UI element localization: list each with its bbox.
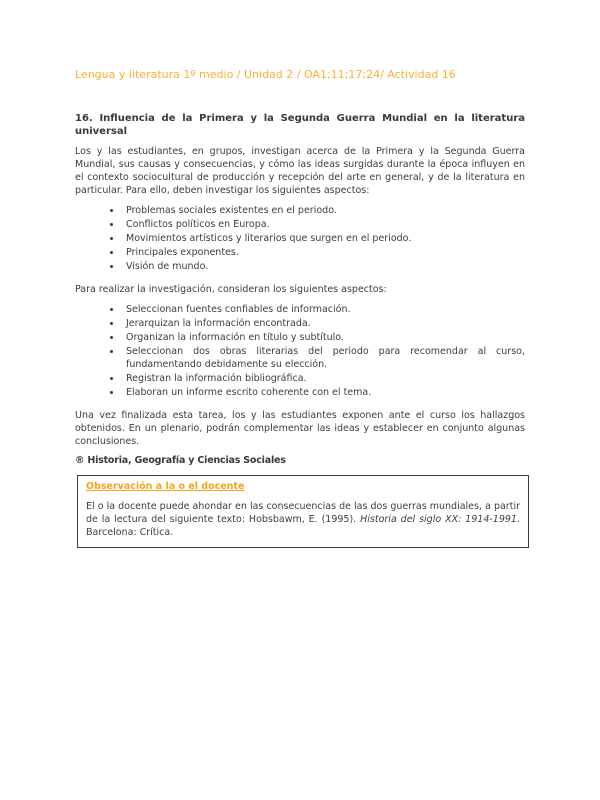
note-text-before: El o la docente puede ahondar en las consecuencias de las dos guerras mundiales, a partir de la lectura del siguiente texto: Hobsbawm, E. (1995).	[86, 501, 520, 525]
list-item: • Organizan la información en título y subtítulo.	[122, 331, 525, 344]
list-item: • Seleccionan fuentes confiables de información.	[122, 303, 525, 316]
teacher-note-body	[86, 500, 520, 539]
list-item: • Elaboran un informe escrito coherente con el tema.	[122, 386, 525, 399]
note-text-after: . Barcelona: Crítica.	[86, 514, 520, 538]
list-item: • Conflictos políticos en Europa.	[122, 218, 525, 231]
breadcrumb: Lengua y literatura 1º medio / Unidad 2 / OA1;11;17;24/ Actividad 16	[75, 68, 456, 81]
list-item: • Movimientos artísticos y literarios que surgen en el periodo.	[122, 232, 525, 245]
teacher-note-header: Observación a la o el docente	[86, 481, 245, 492]
list-item: • Principales exponentes.	[122, 246, 525, 259]
list-item: • Registran la información bibliográfica.	[122, 372, 525, 385]
list-item: • Visión de mundo.	[122, 260, 525, 273]
related-subject-label: Historia, Geografía y Ciencias Sociales	[87, 455, 286, 466]
related-subject-line	[75, 455, 525, 466]
research-intro-paragraph: Para realizar la investigación, consideran los siguientes aspectos:	[75, 284, 387, 295]
registered-icon: ®	[75, 455, 85, 466]
list-item: • Jerarquizan la información encontrada.	[122, 317, 525, 330]
teacher-note-box	[77, 475, 529, 548]
intro-paragraph: Los y las estudiantes, en grupos, investigan acerca de la Primera y la Segunda Guerra Mundial, sus causas y consecuencias, y cómo las ideas surgidas durante la época influyen en el contexto sociocultural de producción y recepción del arte en general, y de la literatura en particular. Para ello, deben investigar los siguientes aspectos:	[75, 146, 525, 196]
list-item: • Seleccionan dos obras literarias del periodo para recomendar al curso, fundamentando debidamente su elección.	[122, 345, 525, 371]
list-item: • Problemas sociales existentes en el periodo.	[122, 204, 525, 217]
note-text-book-title: Historia del siglo XX: 1914-1991	[360, 514, 517, 525]
research-list	[75, 303, 525, 399]
activity-title: 16. Influencia de la Primera y la Segunda Guerra Mundial en la literatura universal	[75, 113, 525, 137]
closing-paragraph: Una vez finalizada esta tarea, los y las estudiantes exponen ante el curso los hallazgos obtenidos. En un plenario, podrán complementar las ideas y establecer en conjunto algunas conclusiones.	[75, 410, 525, 447]
aspects-list	[75, 204, 525, 273]
